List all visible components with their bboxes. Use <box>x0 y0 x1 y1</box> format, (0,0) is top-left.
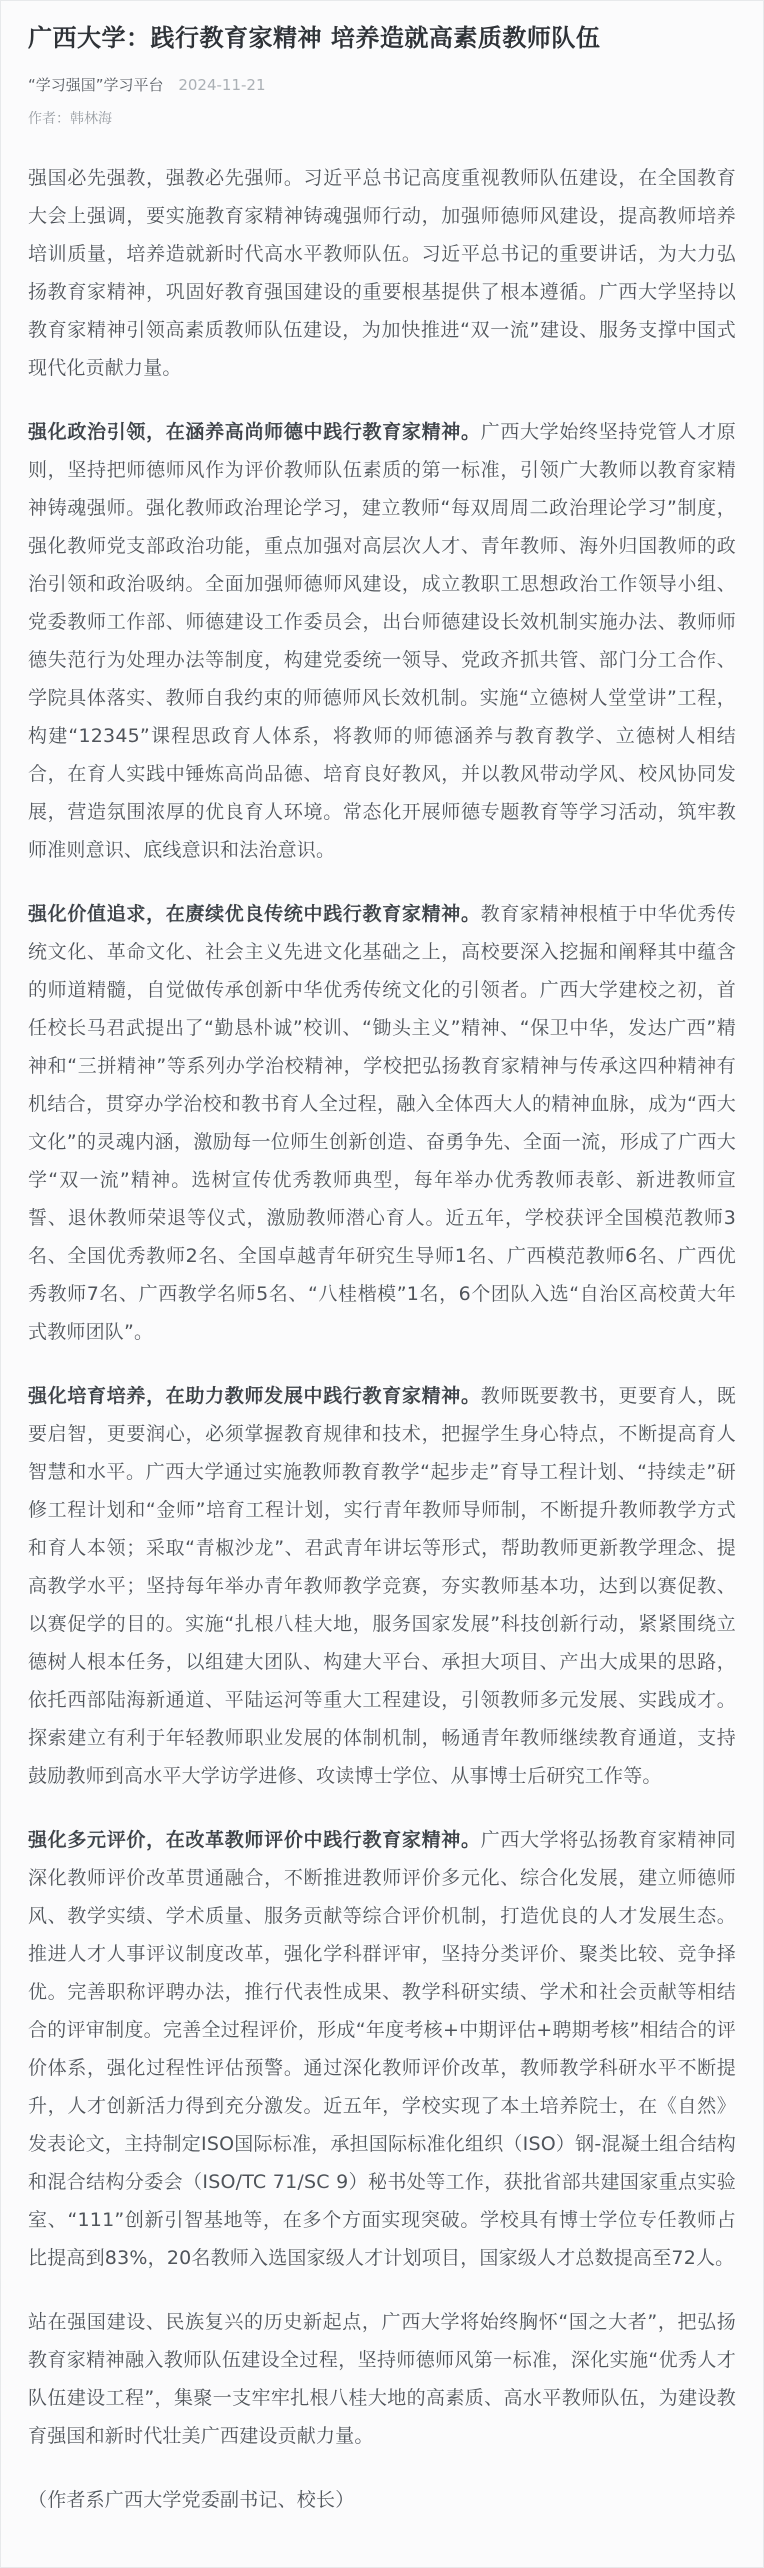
paragraph-text: 广西大学始终坚持党管人才原则，坚持把师德师风作为评价教师队伍素质的第一标准，引领广大教师以教育家精神铸魂强师。强化教师政治理论学习，建立教师“每双周周二政治理论学习”制度，强化教师党支部政治功能，重点加强对高层次人才、青年教师、海外归国教师的政治引领和政治吸纳。全面加强师德师风建设，成立教职工思想政治工作领导小组、党委教师工作部、师德建设工作委员会，出台师德建设长效机制实施办法、教师师德失范行为处理办法等制度，构建党委统一领导、党政齐抓共管、部门分工合作、学院具体落实、教师自我约束的师德师风长效机制。实施“立德树人堂堂讲”工程，构建“12345”课程思政育人体系，将教师的师德涵养与教育教学、立德树人相结合，在育人实践中锤炼高尚品德、培育良好教风，并以教风带动学风、校风协同发展，营造氛围浓厚的优良育人环境。常态化开展师德专题教育等学习活动，筑牢教师准则意识、底线意识和法治意识。 <box>28 421 736 861</box>
article-date: 2024-11-21 <box>178 76 266 94</box>
paragraph-text: 广西大学将弘扬教育家精神同深化教师评价改革贯通融合，不断推进教师评价多元化、综合化发展，建立师德师风、教学实绩、学术质量、服务贡献等综合评价机制，打造优良的人才发展生态。推进人才人事评议制度改革，强化学科群评审，坚持分类评价、聚类比较、竞争择优。完善职称评聘办法，推行代表性成果、教学科研实绩、学术和社会贡献等相结合的评审制度。完善全过程评价，形成“年度考核+中期评估+聘期考核”相结合的评价体系，强化过程性评估预警。通过深化教师评价改革，教师教学科研水平不断提升，人才创新活力得到充分激发。近五年，学校实现了本土培养院士，在《自然》发表论文，主持制定ISO国际标准，承担国际标准化组织（ISO）钢-混凝土组合结构和混合结构分委会（ISO/TC 71/SC 9）秘书处等工作，获批省部共建国家重点实验室、“111”创新引智基地等，在多个方面实现突破。学校具有博士学位专任教师占比提高到83%，20名教师入选国家级人才计划项目，国家级人才总数提高至72人。 <box>28 1829 736 2269</box>
paragraph-text: 教师既要教书，更要育人，既要启智，更要润心，必须掌握教育规律和技术，把握学生身心特点，不断提高育人智慧和水平。广西大学通过实施教师教育教学“起步走”育导工程计划、“持续走”研修工程计划和“金师”培育工程计划，实行青年教师导师制，不断提升教师教学方式和育人本领；采取“青椒沙龙”、君武青年讲坛等形式，帮助教师更新教学理念、提高教学水平；坚持每年举办青年教师教学竞赛，夯实教师基本功，达到以赛促教、以赛促学的目的。实施“扎根八桂大地，服务国家发展”科技创新行动，紧紧围绕立德树人根本任务，以组建大团队、构建大平台、承担大项目、产出大成果的思路，依托西部陆海新通道、平陆运河等重大工程建设，引领教师多元发展、实践成才。探索建立有利于年轻教师职业发展的体制机制，畅通青年教师继续教育通道，支持鼓励教师到高水平大学访学进修、攻读博士学位、从事博士后研究工作等。 <box>28 1385 736 1787</box>
article-content <box>28 159 736 2519</box>
article-paragraph <box>28 2481 736 2519</box>
article-meta <box>28 75 736 95</box>
paragraph-lead: 强化政治引领，在涵养高尚师德中践行教育家精神。 <box>28 421 481 443</box>
article-paragraph <box>28 1821 736 2277</box>
article-paragraph <box>28 895 736 1351</box>
article-paragraph <box>28 2303 736 2455</box>
paragraph-lead: 强化价值追求，在赓续优良传统中践行教育家精神。 <box>28 903 481 925</box>
article-source: “学习强国”学习平台 <box>28 76 164 94</box>
paragraph-text: 教育家精神根植于中华优秀传统文化、革命文化、社会主义先进文化基础之上，高校要深入挖掘和阐释其中蕴含的师道精髓，自觉做传承创新中华优秀传统文化的引领者。广西大学建校之初，首任校长马君武提出了“勤恳朴诚”校训、“锄头主义”精神、“保卫中华，发达广西”精神和“三拼精神”等系列办学治校精神，学校把弘扬教育家精神与传承这四种精神有机结合，贯穿办学治校和教书育人全过程，融入全体西大人的精神血脉，成为“西大文化”的灵魂内涵，激励每一位师生创新创造、奋勇争先、全面一流，形成了广西大学“双一流”精神。选树宣传优秀教师典型，每年举办优秀教师表彰、新进教师宣誓、退休教师荣退等仪式，激励教师潜心育人。近五年，学校获评全国模范教师3名、全国优秀教师2名、全国卓越青年研究生导师1名、广西模范教师6名、广西优秀教师7名、广西教学名师5名、“八桂楷模”1名，6个团队入选“自治区高校黄大年式教师团队”。 <box>28 903 736 1343</box>
article-paragraph <box>28 413 736 869</box>
paragraph-lead: 强化培育培养，在助力教师发展中践行教育家精神。 <box>28 1385 481 1407</box>
paragraph-text: 站在强国建设、民族复兴的历史新起点，广西大学将始终胸怀“国之大者”，把弘扬教育家精神融入教师队伍建设全过程，坚持师德师风第一标准，深化实施“优秀人才队伍建设工程”，集聚一支牢牢扎根八桂大地的高素质、高水平教师队伍，为建设教育强国和新时代壮美广西建设贡献力量。 <box>28 2311 736 2447</box>
paragraph-text: 强国必先强教，强教必先强师。习近平总书记高度重视教师队伍建设，在全国教育大会上强调，要实施教育家精神铸魂强师行动，加强师德师风建设，提高教师培养培训质量，培养造就新时代高水平教师队伍。习近平总书记的重要讲话，为大力弘扬教育家精神，巩固好教育强国建设的重要根基提供了根本遵循。广西大学坚持以教育家精神引领高素质教师队伍建设，为加快推进“双一流”建设、服务支撑中国式现代化贡献力量。 <box>28 167 736 379</box>
article-paragraph <box>28 159 736 387</box>
article-paragraph <box>28 1377 736 1795</box>
paragraph-lead: 强化多元评价，在改革教师评价中践行教育家精神。 <box>28 1829 481 1851</box>
paragraph-text: （作者系广西大学党委副书记、校长） <box>28 2489 355 2511</box>
article-author: 作者：韩林海 <box>28 111 112 127</box>
article-title: 广西大学：践行教育家精神 培养造就高素质教师队伍 <box>28 24 601 52</box>
